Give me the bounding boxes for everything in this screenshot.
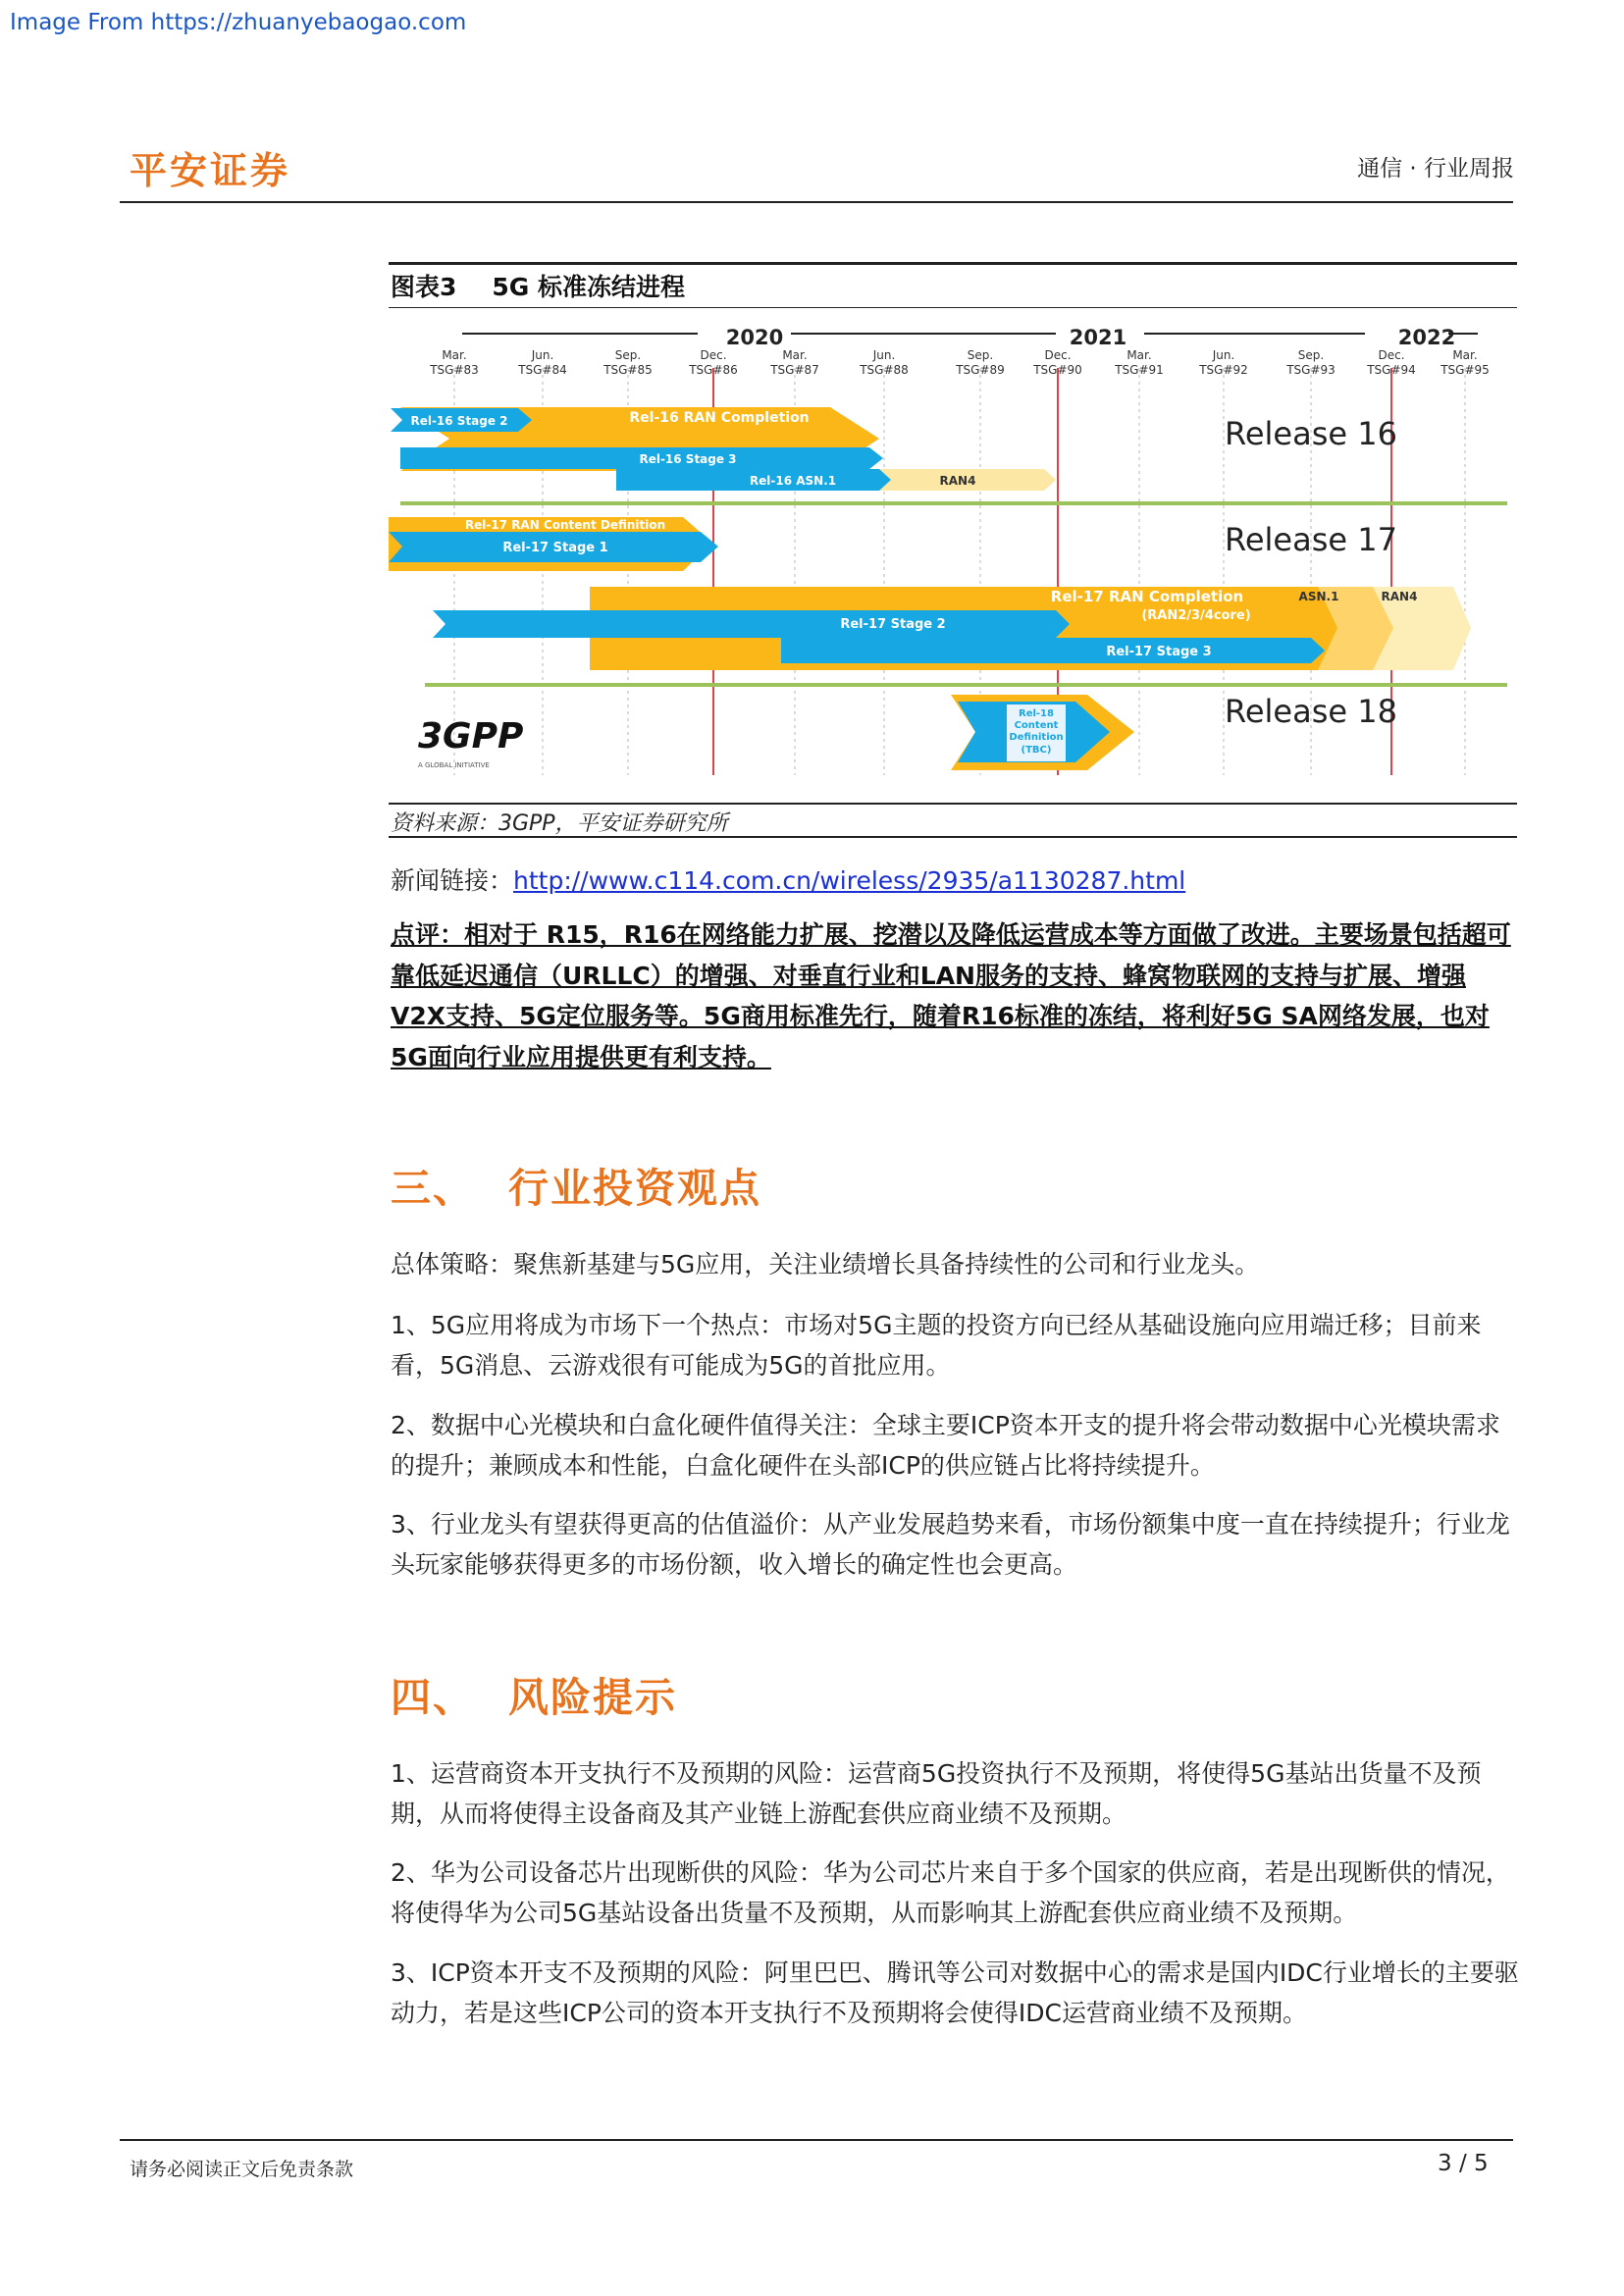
watermark-text: Image From https://zhuanyebaogao.com xyxy=(10,10,467,35)
news-link[interactable]: http://www.c114.com.cn/wireless/2935/a1130287.html xyxy=(513,866,1186,895)
month-label: Sep. xyxy=(1297,348,1325,362)
bar-label: Rel-17 Stage 1 xyxy=(502,541,608,555)
bar-label: Rel-16 ASN.1 xyxy=(749,474,837,488)
section-4-paragraph: 3、ICP资本开支不及预期的风险：阿里巴巴、腾讯等公司对数据中心的需求是国内IDC行业增长的主要驱动力，若是这些ICP公司的资本开支执行不及预期将会使得IDC运营商业绩不及预期。 xyxy=(391,1958,1519,2027)
bar-label: Rel-18 xyxy=(1019,708,1054,719)
year-2022: 2022 xyxy=(1397,326,1456,349)
bar-rel17-stage2 xyxy=(433,610,1070,638)
bar-label: (TBC) xyxy=(1021,745,1052,756)
section-3-paragraph: 3、行业龙头有望获得更高的估值溢价：从产业发展趋势来看，市场份额集中度一直在持续提升；行业龙头玩家能够获得更多的市场份额，收入增长的确定性也会更高。 xyxy=(391,1510,1510,1579)
release-17-label: Release 17 xyxy=(1225,521,1397,558)
meeting-label: TSG#94 xyxy=(1367,363,1416,377)
bar-label: ASN.1 xyxy=(1298,590,1339,603)
timeline-chart xyxy=(389,314,1517,800)
meeting-label: TSG#90 xyxy=(1033,363,1082,377)
meeting-label: TSG#91 xyxy=(1115,363,1164,377)
month-label: Dec. xyxy=(700,348,727,362)
page-number: 3 / 5 xyxy=(1438,2151,1489,2176)
month-label: Jun. xyxy=(872,348,896,362)
meeting-label: TSG#84 xyxy=(518,363,567,377)
section-4-heading xyxy=(391,1665,677,1723)
meeting-label: TSG#83 xyxy=(430,363,479,377)
meeting-label: TSG#89 xyxy=(956,363,1005,377)
bar-label: (RAN2/3/4core) xyxy=(1141,608,1251,623)
figure-top-rule xyxy=(389,262,1517,265)
source-top-rule xyxy=(389,803,1517,805)
meeting-label: TSG#95 xyxy=(1441,363,1490,377)
section-3-paragraph: 2、数据中心光模块和白盒化硬件值得关注：全球主要ICP资本开支的提升将会带动数据中心光模块需求的提升；兼顾成本和性能，白盒化硬件在头部ICP的供应链占比将持续提升。 xyxy=(391,1411,1500,1480)
year-2021: 2021 xyxy=(1069,326,1127,349)
month-label: Sep. xyxy=(614,348,642,362)
section-4-paragraph: 1、运营商资本开支执行不及预期的风险：运营商5G投资执行不及预期，将使得5G基站出货量不及预期，从而将使得主设备商及其产业链上游配套供应商业绩不及预期。 xyxy=(391,1759,1482,1828)
news-link-row xyxy=(391,861,1185,897)
meeting-label: TSG#88 xyxy=(860,363,909,377)
meeting-label: TSG#93 xyxy=(1286,363,1336,377)
figure-source: 资料来源：3GPP，平安证券研究所 xyxy=(391,811,728,836)
bar-label: Rel-17 RAN Completion xyxy=(1050,588,1244,605)
month-label: Mar. xyxy=(782,348,808,362)
section-3-number: 三、 xyxy=(391,1165,475,1212)
section-3-heading xyxy=(391,1156,761,1214)
bar-label: Definition xyxy=(1009,732,1064,743)
bar-label: Rel-17 Stage 3 xyxy=(1106,645,1212,659)
section-3-paragraph: 总体策略：聚焦新基建与5G应用，关注业绩增长具备持续性的公司和行业龙头。 xyxy=(391,1250,1260,1278)
figure-title-rule xyxy=(389,307,1517,308)
comment-paragraph: 点评：相对于 R15，R16在网络能力扩展、挖潜以及降低运营成本等方面做了改进。主要场景包括超可靠低延迟通信（URLLC）的增强、对垂直行业和LAN服务的支持、蜂窝物联网的支持与扩展、增强V2X支持、5G定位服务等。5G商用标准先行，随着R16标准的冻结，将利好5G SA网络发展，也对5G面向行业应用提供更有利支持。 xyxy=(391,920,1511,1071)
3gpp-logo-tagline: A GLOBAL INITIATIVE xyxy=(418,761,490,769)
bar-rel17-stage3 xyxy=(781,638,1325,663)
month-label: Jun. xyxy=(531,348,554,362)
company-logo: 平安证券 xyxy=(130,149,291,192)
source-bottom-rule xyxy=(389,836,1517,838)
bar-label: RAN4 xyxy=(939,474,976,488)
month-label: Dec. xyxy=(1378,348,1405,362)
section-3-title: 行业投资观点 xyxy=(508,1165,761,1212)
bar-label: Rel-16 Stage 3 xyxy=(639,452,737,466)
news-link-label: 新闻链接： xyxy=(391,866,514,895)
section-4-title: 风险提示 xyxy=(508,1674,677,1721)
3gpp-logo: 3GPP xyxy=(418,716,524,757)
release-16-label: Release 16 xyxy=(1225,415,1397,452)
figure-title xyxy=(391,268,685,303)
year-2020: 2020 xyxy=(725,326,784,349)
footer-disclaimer: 请务必阅读正文后免责条款 xyxy=(130,2159,354,2180)
section-3-paragraph: 1、5G应用将成为市场下一个热点：市场对5G主题的投资方向已经从基础设施向应用端迁移；目前来看，5G消息、云游戏很有可能成为5G的首批应用。 xyxy=(391,1311,1482,1380)
bar-label: Rel-17 RAN Content Definition xyxy=(464,518,666,532)
meeting-label: TSG#85 xyxy=(603,363,653,377)
section-4-number: 四、 xyxy=(391,1674,475,1721)
meeting-label: TSG#87 xyxy=(770,363,819,377)
section-4-paragraph: 2、华为公司设备芯片出现断供的风险：华为公司芯片来自于多个国家的供应商，若是出现断供的情况，将使得华为公司5G基站设备出货量不及预期，从而影响其上游配套供应商业绩不及预期。 xyxy=(391,1858,1510,1927)
bar-label: RAN4 xyxy=(1381,590,1418,603)
month-label: Dec. xyxy=(1044,348,1072,362)
meeting-label: TSG#92 xyxy=(1199,363,1248,377)
report-section-label: 通信 · 行业周报 xyxy=(1357,156,1514,182)
month-label: Mar. xyxy=(1452,348,1478,362)
release-18-label: Release 18 xyxy=(1225,693,1397,730)
bar-label: Rel-17 Stage 2 xyxy=(840,617,946,632)
bar-label: Content xyxy=(1014,720,1059,731)
bar-label: Rel-16 Stage 2 xyxy=(410,414,508,428)
figure-caption: 5G 标准冻结进程 xyxy=(492,273,686,301)
figure-number: 图表3 xyxy=(391,273,457,301)
month-label: Jun. xyxy=(1212,348,1235,362)
footer-divider xyxy=(120,2139,1513,2141)
month-label: Mar. xyxy=(442,348,467,362)
meeting-label: TSG#86 xyxy=(689,363,738,377)
bar-label: Rel-16 RAN Completion xyxy=(629,410,810,426)
month-label: Sep. xyxy=(967,348,994,362)
month-label: Mar. xyxy=(1126,348,1152,362)
header-divider xyxy=(120,201,1513,203)
